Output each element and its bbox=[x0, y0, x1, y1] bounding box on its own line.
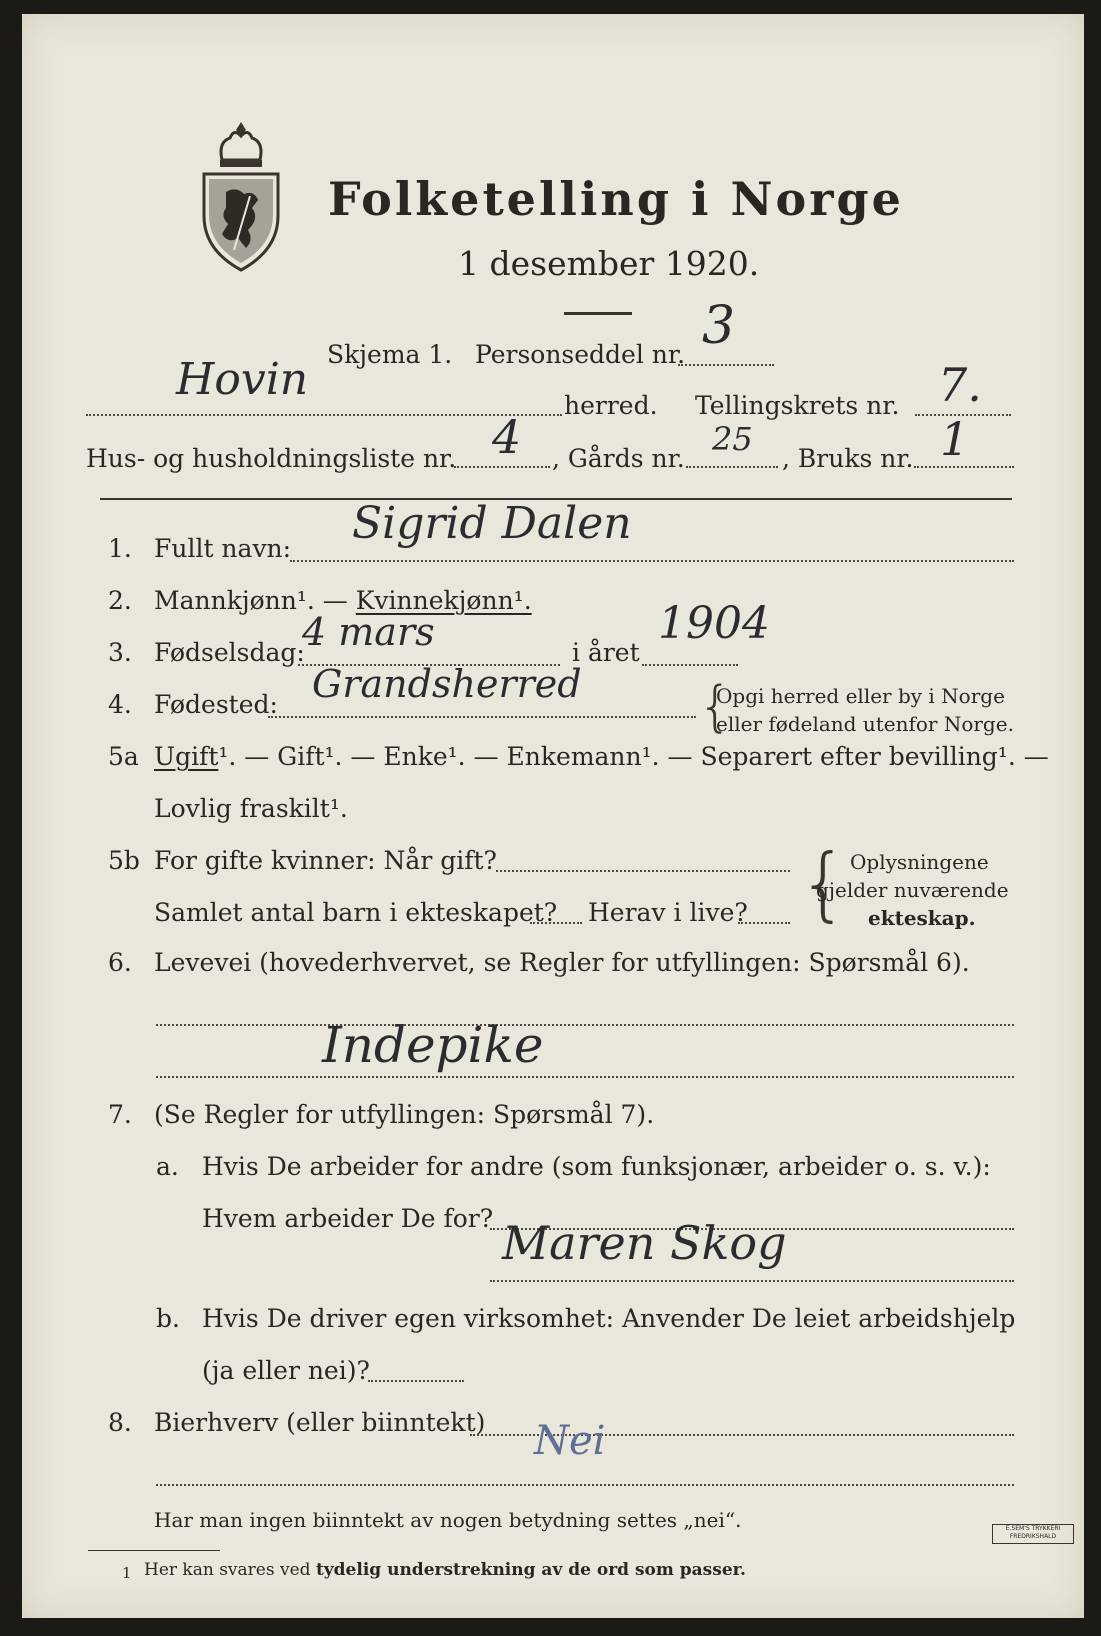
q7b-label: Hvis De driver egen virksomhet: Anvender De leiet arbeidshjelp bbox=[202, 1304, 1016, 1333]
schema-label: Skjema 1. bbox=[327, 340, 453, 369]
q5a-other-options: ¹. — Gift¹. — Enke¹. — Enkemann¹. — Separert efter bevilling¹. — bbox=[218, 742, 1049, 771]
q5b-note-line2: gjelder nuværende bbox=[816, 878, 1009, 902]
q4-brace: { bbox=[698, 675, 733, 738]
footnote-rule bbox=[88, 1550, 220, 1551]
footnote-mark: 1 bbox=[122, 1564, 132, 1582]
q5a-options bbox=[154, 742, 1049, 771]
q7b-sub-label: (ja eller nei)? bbox=[202, 1356, 370, 1385]
printer-stamp-line1: E.SEM'S TRYKKERI bbox=[1005, 1525, 1061, 1532]
q5b-label3: Herav i live? bbox=[588, 898, 748, 927]
printer-stamp-line2: FREDRIKSHALD bbox=[1009, 1533, 1057, 1540]
q5b-married-line bbox=[496, 870, 790, 872]
gards-line bbox=[686, 466, 778, 468]
q5b-alive-line bbox=[738, 922, 790, 924]
q5b-children-line bbox=[530, 922, 582, 924]
q4-number: 4. bbox=[108, 690, 132, 719]
q5a-ugift-option: Ugift bbox=[154, 742, 219, 771]
q4-line bbox=[268, 716, 696, 718]
q6-line1 bbox=[156, 1024, 1014, 1026]
q1-line bbox=[290, 560, 1014, 562]
q7b-letter: b. bbox=[156, 1304, 180, 1333]
q3-year-label: i året bbox=[572, 638, 640, 667]
q2-separator: — bbox=[314, 586, 356, 615]
q7a-label: Hvis De arbeider for andre (som funksjonær, arbeider o. s. v.): bbox=[202, 1152, 991, 1181]
q4-value: Grandsherred bbox=[312, 662, 582, 706]
q7b-line bbox=[368, 1380, 464, 1382]
herred-label: herred. bbox=[564, 391, 658, 420]
q5a-line2: Lovlig fraskilt¹. bbox=[154, 794, 348, 823]
norwegian-coat-of-arms-icon bbox=[200, 118, 282, 274]
q6-number: 6. bbox=[108, 948, 132, 977]
personseddel-line bbox=[678, 364, 774, 366]
hus-label: Hus- og husholdningsliste nr. bbox=[86, 444, 457, 473]
herred-value: Hovin bbox=[176, 354, 309, 405]
q8-line2 bbox=[156, 1484, 1014, 1486]
gards-value: 25 bbox=[712, 420, 753, 458]
personseddel-value: 3 bbox=[702, 296, 736, 356]
q8-label: Bierhverv (eller biinntekt) bbox=[154, 1408, 486, 1437]
q1-label: Fullt navn: bbox=[154, 534, 292, 563]
q6-label: Levevei (hovederhvervet, se Regler for utfyllingen: Spørsmål 6). bbox=[154, 948, 970, 977]
q7a-sub-label: Hvem arbeider De for? bbox=[202, 1204, 494, 1233]
q1-value: Sigrid Dalen bbox=[352, 498, 632, 549]
q7-label: (Se Regler for utfyllingen: Spørsmål 7). bbox=[154, 1100, 655, 1129]
q7a-value: Maren Skog bbox=[502, 1216, 787, 1270]
q6-value: Indepike bbox=[322, 1016, 544, 1074]
q5b-number: 5b bbox=[108, 846, 140, 875]
q1-number: 1. bbox=[108, 534, 132, 563]
q8-number: 8. bbox=[108, 1408, 132, 1437]
census-date: 1 desember 1920. bbox=[458, 244, 760, 283]
q7a-letter: a. bbox=[156, 1152, 179, 1181]
q8-note: Har man ingen biinntekt av nogen betydning settes „nei“. bbox=[154, 1508, 742, 1532]
footnote-text bbox=[144, 1560, 746, 1580]
q3-year-value: 1904 bbox=[658, 598, 770, 649]
bruks-value: 1 bbox=[940, 412, 970, 466]
q3-value: 4 mars bbox=[302, 610, 435, 654]
q5b-note-line3: ekteskap. bbox=[868, 906, 976, 930]
q5b-brace: { bbox=[798, 837, 849, 930]
bruks-label: , Bruks nr. bbox=[782, 444, 914, 473]
gards-label: , Gårds nr. bbox=[552, 444, 685, 473]
tellingskrets-value: 7. bbox=[938, 358, 982, 412]
q2-male-option: Mannkjønn¹. bbox=[154, 586, 315, 615]
q8-value: Nei bbox=[534, 1418, 606, 1464]
hus-line bbox=[454, 466, 550, 468]
q3-year-line bbox=[642, 664, 738, 666]
q5b-note-line1: Oplysningene bbox=[850, 850, 989, 874]
hus-value: 4 bbox=[492, 410, 522, 464]
title-rule bbox=[564, 312, 632, 315]
q2-number: 2. bbox=[108, 586, 132, 615]
q5b-label2: Samlet antal barn i ekteskapet? bbox=[154, 898, 558, 927]
q3-number: 3. bbox=[108, 638, 132, 667]
q2-female-option: Kvinnekjønn¹. bbox=[355, 586, 532, 615]
q6-line2 bbox=[156, 1076, 1014, 1078]
printer-stamp bbox=[992, 1524, 1074, 1544]
tellingskrets-label: Tellingskrets nr. bbox=[695, 391, 900, 420]
q5b-label1: For gifte kvinner: Når gift? bbox=[154, 846, 497, 875]
q7-number: 7. bbox=[108, 1100, 132, 1129]
personseddel-label: Personseddel nr. bbox=[475, 340, 686, 369]
q4-note-line1: Opgi herred eller by i Norge bbox=[716, 684, 1005, 708]
herred-line bbox=[86, 414, 562, 416]
bruks-line bbox=[914, 466, 1014, 468]
form-title: Folketelling i Norge bbox=[328, 172, 904, 226]
q4-note-line2: eller fødeland utenfor Norge. bbox=[716, 712, 1014, 736]
q4-label: Fødested: bbox=[154, 690, 278, 719]
census-form-page bbox=[22, 14, 1084, 1618]
q7a-line2 bbox=[490, 1280, 1014, 1282]
footnote-text-bold: tydelig understrekning av de ord som passer. bbox=[315, 1560, 746, 1580]
footnote-text-plain: Her kan svares ved bbox=[144, 1560, 316, 1580]
q5a-number: 5a bbox=[108, 742, 139, 771]
q3-label: Fødselsdag: bbox=[154, 638, 305, 667]
